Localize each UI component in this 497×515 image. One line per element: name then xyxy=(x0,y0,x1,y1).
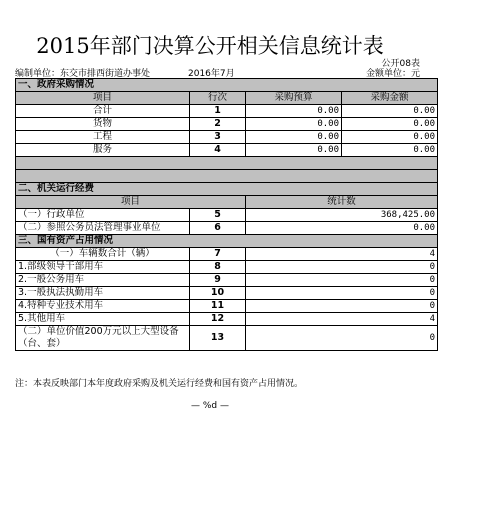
row-value: 0 xyxy=(246,326,438,351)
table-row xyxy=(16,222,438,235)
row-line-number: 9 xyxy=(190,274,246,287)
currency-unit: 金额单位：元 xyxy=(365,69,420,79)
row-line-number: 8 xyxy=(190,261,246,274)
row-value: 4 xyxy=(246,248,438,261)
row-item: 1.部级领导干部用车 xyxy=(16,261,190,274)
statistics-table xyxy=(15,78,438,351)
table-row xyxy=(16,131,438,144)
table-row xyxy=(16,209,438,222)
row-amount: 0.00 xyxy=(342,118,438,131)
row-item: （二）参照公务员法管理事业单位 xyxy=(16,222,190,235)
footnote: 注：本表反映部门本年度政府采购及机关运行经费和国有资产占用情况。 xyxy=(15,379,304,389)
compiling-unit: 编制单位：东交市排西街道办事处 xyxy=(15,69,151,79)
row-value: 0 xyxy=(246,300,438,313)
table-row xyxy=(16,248,438,261)
row-line-number: 1 xyxy=(190,105,246,118)
row-value: 4 xyxy=(246,313,438,326)
page-marker: — %d — xyxy=(191,401,229,411)
row-line-number: 2 xyxy=(190,118,246,131)
row-value: 0.00 xyxy=(246,222,438,235)
row-line-number: 10 xyxy=(190,287,246,300)
row-line-number: 6 xyxy=(190,222,246,235)
row-item: 合计 xyxy=(16,105,190,118)
row-line-number: 12 xyxy=(190,313,246,326)
row-amount: 0.00 xyxy=(342,131,438,144)
row-budget: 0.00 xyxy=(246,105,342,118)
section-header: 三、国有资产占用情况 xyxy=(16,235,438,248)
form-number: 公开08表 xyxy=(381,59,420,69)
table-row xyxy=(16,144,438,157)
row-item: 服务 xyxy=(16,144,190,157)
row-budget: 0.00 xyxy=(246,144,342,157)
row-amount: 0.00 xyxy=(342,144,438,157)
table-row xyxy=(16,274,438,287)
row-value: 368,425.00 xyxy=(246,209,438,222)
row-line-number: 3 xyxy=(190,131,246,144)
spacer-row xyxy=(16,170,438,183)
row-line-number: 13 xyxy=(190,326,246,351)
row-budget: 0.00 xyxy=(246,131,342,144)
row-item: 5.其他用车 xyxy=(16,313,190,326)
row-value: 0 xyxy=(246,261,438,274)
table-row xyxy=(16,261,438,274)
section2-column-headers: 项目 统计数 xyxy=(16,196,438,209)
row-item: 货物 xyxy=(16,118,190,131)
table-row xyxy=(16,118,438,131)
report-date: 2016年7月 xyxy=(188,69,235,79)
row-item: 3.一般执法执勤用车 xyxy=(16,287,190,300)
row-line-number: 5 xyxy=(190,209,246,222)
row-line-number: 4 xyxy=(190,144,246,157)
section1-column-headers: 项目 行次 采购预算 采购金额 xyxy=(16,92,438,105)
row-item: （一）车辆数合计（辆） xyxy=(16,248,190,261)
section-header: 二、机关运行经费 xyxy=(16,183,438,196)
row-item: （二）单位价值200万元以上大型设备（台、套） xyxy=(16,326,190,351)
table-row xyxy=(16,300,438,313)
row-item: （一）行政单位 xyxy=(16,209,190,222)
table-row xyxy=(16,313,438,326)
section-header: 一、政府采购情况 xyxy=(16,79,438,92)
page-title: 2015年部门决算公开相关信息统计表 xyxy=(36,34,384,58)
row-amount: 0.00 xyxy=(342,105,438,118)
row-item: 4.特种专业技术用车 xyxy=(16,300,190,313)
row-value: 0 xyxy=(246,274,438,287)
row-value: 0 xyxy=(246,287,438,300)
row-budget: 0.00 xyxy=(246,118,342,131)
table-row xyxy=(16,105,438,118)
table-row xyxy=(16,326,438,351)
row-item: 工程 xyxy=(16,131,190,144)
table-row xyxy=(16,287,438,300)
row-item: 2.一般公务用车 xyxy=(16,274,190,287)
row-line-number: 7 xyxy=(190,248,246,261)
row-line-number: 11 xyxy=(190,300,246,313)
spacer-row xyxy=(16,157,438,170)
